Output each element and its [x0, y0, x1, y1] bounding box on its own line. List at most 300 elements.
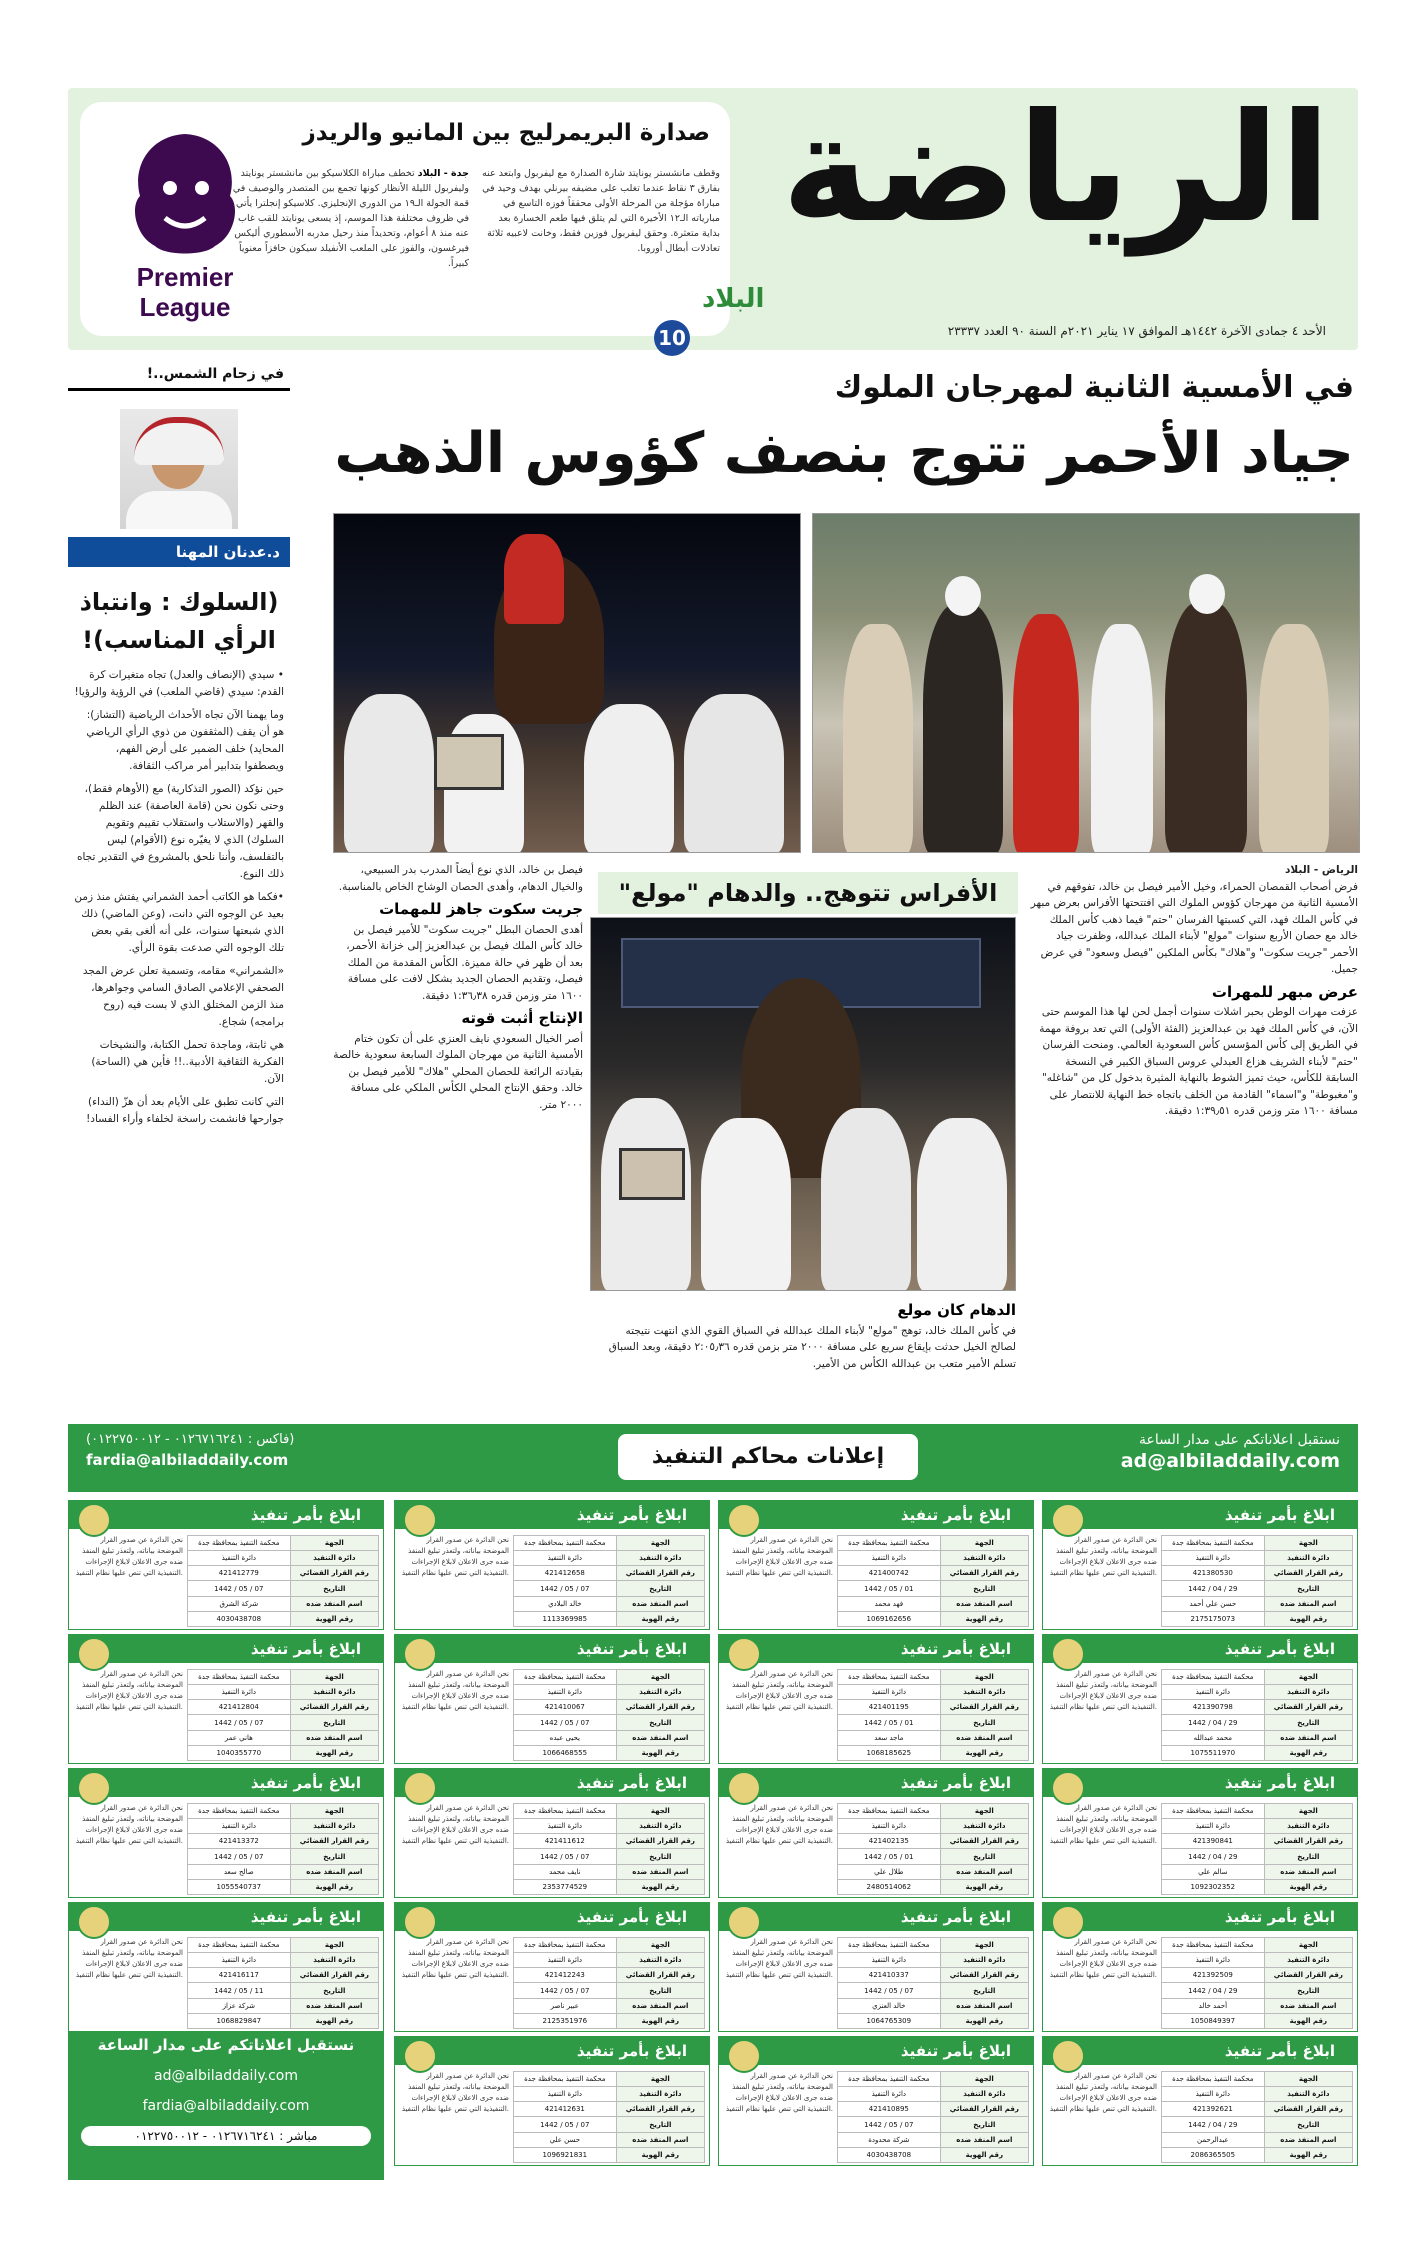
notice-field-label: دائرة التنفيذ — [616, 1819, 704, 1834]
notice-field-label: التاريخ — [1264, 1849, 1352, 1864]
premier-col-1 — [230, 166, 469, 326]
story-column-middle — [598, 1296, 1016, 1396]
court-emblem-icon — [403, 1771, 437, 1805]
notice-field-value: 07 / 05 / 1442 — [188, 1849, 291, 1864]
notice-field-label: دائرة التنفيذ — [940, 1819, 1028, 1834]
notice-field-value: دائرة التنفيذ — [1162, 1551, 1265, 1566]
notice-field-value: 421390798 — [1162, 1700, 1265, 1715]
notice-field-value: دائرة التنفيذ — [838, 1953, 941, 1968]
notice-field-label: دائرة التنفيذ — [1264, 2087, 1352, 2102]
ads-email[interactable]: ad@albiladdaily.com — [1120, 1450, 1340, 1472]
notice-field-label: رقم الهوية — [1264, 1879, 1352, 1894]
notice-text: نحن الدائرة عن صدور القرار الموضحة بياناته، ولتعذر تبليغ المنفذ ضده جرى الاعلان لابلاغ الإجراءات التنفيذية التي تنص عليها نظام التنفيذ. — [401, 1938, 509, 1979]
notice-field-value: محكمة التنفيذ بمحافظة جدة — [188, 1938, 291, 1953]
column-paragraph: حين نؤكد (الصور التذكارية) مع (الأوهام فقط)، وحتى نكون نحن (قامة العاصفة) عند الظلم والقهر (والاستلاب واستقلاب تقييم وتقويم السلوك) الذي لا يغيّره نوع (الأقوام) ليس بالتفلسف، وأننا نلحق بالمشروع في التقدير تجاه ذلك النوع. — [76, 783, 284, 880]
notice-field-label: الجهة — [1264, 1804, 1352, 1819]
notice-field-value: 07 / 05 / 1442 — [188, 1715, 291, 1730]
notice-title: ابلاغ بأمر تنفيذ — [719, 2037, 1033, 2065]
notice-field-value: دائرة التنفيذ — [1162, 1953, 1265, 1968]
column-author: د.عدنان المهنا — [68, 537, 290, 567]
notice-field-label: التاريخ — [940, 1581, 1028, 1596]
notice-field-value: محكمة التنفيذ بمحافظة جدة — [514, 1938, 617, 1953]
notice-field-value: يحيى عبده — [514, 1730, 617, 1745]
notice-field-value: 1068829847 — [188, 2013, 291, 2028]
story-subhead: جريت سكوت جاهز للمهمات — [379, 900, 583, 918]
column-kicker: في زحام الشمس..! — [68, 362, 290, 391]
notice-field-value: 2125351976 — [514, 2013, 617, 2028]
notice-field-value: دائرة التنفيذ — [838, 1819, 941, 1834]
notice-table — [1161, 1803, 1353, 1895]
notice-field-value: محكمة التنفيذ بمحافظة جدة — [1162, 1536, 1265, 1551]
notice-table — [187, 1937, 379, 2029]
brand — [753, 82, 1343, 284]
notice-field-label: رقم القرار القضائي — [1264, 1700, 1352, 1715]
notice-field-label: التاريخ — [616, 1715, 704, 1730]
notice-field-value: 07 / 05 / 1442 — [514, 2117, 617, 2132]
notice-field-value: دائرة التنفيذ — [838, 2087, 941, 2102]
notice-field-label: التاريخ — [940, 2117, 1028, 2132]
notice-field-value: محكمة التنفيذ بمحافظة جدة — [838, 1938, 941, 1953]
court-emblem-icon — [1051, 1905, 1085, 1939]
notice-field-label: رقم الهوية — [616, 2013, 704, 2028]
notice-field-label: التاريخ — [290, 1581, 378, 1596]
notice-field-value: محكمة التنفيذ بمحافظة جدة — [514, 1536, 617, 1551]
notice-title: ابلاغ بأمر تنفيذ — [1043, 2037, 1357, 2065]
column-paragraph: هي ثابتة، وماجدة تحمل الكتابة، والنشيخات الفكرية الثقافية الأدبية..!! فأين هي (الساحة) الآن. — [91, 1039, 284, 1085]
notice-title: ابلاغ بأمر تنفيذ — [69, 1501, 383, 1529]
notice-field-value: 4030438708 — [838, 2147, 941, 2162]
ads-grid — [68, 1500, 1358, 2180]
notice-field-value: 07 / 05 / 1442 — [514, 1581, 617, 1596]
masthead — [68, 82, 1358, 350]
notice-text: نحن الدائرة عن صدور القرار الموضحة بياناته، ولتعذر تبليغ المنفذ ضده جرى الاعلان لابلاغ الإجراءات التنفيذية التي تنص عليها نظام التنفيذ. — [725, 1536, 833, 1577]
story-subhead: عرض مبهر للمهرات — [1211, 982, 1358, 1001]
notice-field-value: 421412243 — [514, 1968, 617, 1983]
notice-field-value: دائرة التنفيذ — [514, 1551, 617, 1566]
premier-league-word-2: League — [139, 292, 231, 322]
ads-section-title: إعلانات محاكم التنفيذ — [618, 1434, 918, 1480]
notice-field-value: 421400742 — [838, 1566, 941, 1581]
notice-field-label: الجهة — [940, 1536, 1028, 1551]
notice-field-label: دائرة التنفيذ — [616, 1551, 704, 1566]
court-emblem-icon — [727, 1503, 761, 1537]
premier-headline: صدارة البريمرليج بين المانيو والريدز — [302, 120, 710, 146]
court-notice — [394, 2036, 710, 2166]
story-paragraph: فيصل بن خالد، الذي نوع أيضاً المدرب بدر السبيعي، والخيال الدهام، وأهدى الحصان الوشاح الخاص بالمناسبة. — [338, 864, 583, 893]
notice-field-label: دائرة التنفيذ — [1264, 1551, 1352, 1566]
notice-field-label: رقم الهوية — [290, 2013, 378, 2028]
notice-field-label: الجهة — [616, 1536, 704, 1551]
notice-text: نحن الدائرة عن صدور القرار الموضحة بياناته، ولتعذر تبليغ المنفذ ضده جرى الاعلان لابلاغ الإجراءات التنفيذية التي تنص عليها نظام التنفيذ. — [401, 1670, 509, 1711]
notice-table — [837, 1937, 1029, 2029]
notice-field-label: دائرة التنفيذ — [290, 1551, 378, 1566]
story-kicker: في الأمسية الثانية لمهرجان الملوك — [834, 370, 1354, 405]
notice-field-value: 421390841 — [1162, 1834, 1265, 1849]
notice-field-label: الجهة — [940, 2072, 1028, 2087]
notice-field-value: أحمد خالد — [1162, 1998, 1265, 2013]
ads-footer-email-2[interactable]: fardia@albiladdaily.com — [142, 2098, 310, 2114]
notice-field-value: 421413372 — [188, 1834, 291, 1849]
court-notice — [1042, 2036, 1358, 2166]
notice-table — [513, 1669, 705, 1761]
court-notice — [1042, 1634, 1358, 1764]
notice-field-value: 1092302352 — [1162, 1879, 1265, 1894]
notice-field-value: 01 / 05 / 1442 — [838, 1715, 941, 1730]
race-winner-photo — [590, 917, 1016, 1291]
notice-table — [837, 2071, 1029, 2163]
court-emblem-icon — [77, 1771, 111, 1805]
notice-field-label: رقم الهوية — [616, 1611, 704, 1626]
notice-field-value: 01 / 05 / 1442 — [838, 1849, 941, 1864]
notice-field-label: اسم المنفذ ضده — [940, 1998, 1028, 2013]
story-paragraph: في كأس الملك خالد، توهج "مولع" لأبناء الملك عبدالله في السباق القوي الذي انتهت نتيجته لصالح الخيل حدثت بإيقاع سريع على مسافة ٢٠٠٠ متر بزمن قدره ٢:٠٥٫٣٦ دقيقة، وبعد السباق تسلم الأمير متعب بن عبدالله الكأس من الأمير. — [608, 1324, 1016, 1370]
premier-byline: جدة - البلاد — [417, 168, 469, 179]
notice-field-label: دائرة التنفيذ — [1264, 1685, 1352, 1700]
notice-text: نحن الدائرة عن صدور القرار الموضحة بياناته، ولتعذر تبليغ المنفذ ضده جرى الاعلان لابلاغ الإجراءات التنفيذية التي تنص عليها نظام التنفيذ. — [725, 1804, 833, 1845]
notice-field-label: رقم القرار القضائي — [616, 1968, 704, 1983]
notice-field-label: رقم القرار القضائي — [940, 2102, 1028, 2117]
notice-field-label: رقم القرار القضائي — [616, 1700, 704, 1715]
notice-field-value: 11 / 05 / 1442 — [188, 1983, 291, 1998]
notice-field-label: رقم الهوية — [290, 1745, 378, 1760]
court-emblem-icon — [77, 1503, 111, 1537]
notice-field-label: رقم القرار القضائي — [616, 2102, 704, 2117]
notice-field-value: 07 / 05 / 1442 — [838, 1983, 941, 1998]
notice-field-value: محكمة التنفيذ بمحافظة جدة — [838, 1804, 941, 1819]
notice-text: نحن الدائرة عن صدور القرار الموضحة بياناته، ولتعذر تبليغ المنفذ ضده جرى الاعلان لابلاغ الإجراءات التنفيذية التي تنص عليها نظام التنفيذ. — [75, 1670, 183, 1711]
notice-text: نحن الدائرة عن صدور القرار الموضحة بياناته، ولتعذر تبليغ المنفذ ضده جرى الاعلان لابلاغ الإجراءات التنفيذية التي تنص عليها نظام التنفيذ. — [1049, 1670, 1157, 1711]
notice-field-label: رقم القرار القضائي — [290, 1834, 378, 1849]
notice-field-value: محكمة التنفيذ بمحافظة جدة — [1162, 1938, 1265, 1953]
notice-field-value: حسن علي — [514, 2132, 617, 2147]
notice-field-label: دائرة التنفيذ — [616, 1685, 704, 1700]
notice-field-label: رقم الهوية — [940, 1745, 1028, 1760]
notice-field-label: دائرة التنفيذ — [616, 1953, 704, 1968]
notice-field-value: 2353774529 — [514, 1879, 617, 1894]
notice-field-label: رقم القرار القضائي — [940, 1968, 1028, 1983]
notice-field-label: اسم المنفذ ضده — [940, 2132, 1028, 2147]
ads-fax-email[interactable]: fardia@albiladdaily.com — [86, 1451, 289, 1469]
notice-field-value: محكمة التنفيذ بمحافظة جدة — [188, 1536, 291, 1551]
notice-field-value: خالد العنزي — [838, 1998, 941, 2013]
notice-field-label: التاريخ — [940, 1983, 1028, 1998]
notice-field-label: دائرة التنفيذ — [290, 1819, 378, 1834]
notice-field-label: اسم المنفذ ضده — [616, 1864, 704, 1879]
ads-contact — [1121, 1432, 1340, 1472]
notice-title: ابلاغ بأمر تنفيذ — [395, 1903, 709, 1931]
notice-field-value: 29 / 04 / 1442 — [1162, 1581, 1265, 1596]
notice-field-value: 29 / 04 / 1442 — [1162, 1715, 1265, 1730]
notice-field-value: شركة عزاز — [188, 1998, 291, 2013]
notice-field-label: التاريخ — [616, 2117, 704, 2132]
court-emblem-icon — [1051, 1637, 1085, 1671]
court-notice — [1042, 1500, 1358, 1630]
notice-field-value: شركة محدودة — [838, 2132, 941, 2147]
notice-field-value: محكمة التنفيذ بمحافظة جدة — [188, 1670, 291, 1685]
notice-field-value: 1113369985 — [514, 1611, 617, 1626]
notice-field-label: الجهة — [290, 1938, 378, 1953]
story-paragraph: أصر الخيال السعودي نايف العنزي على أن تكون ختام الأمسية الثانية من مهرجان الملوك السابعة سعودية خالصة بقيادته الرائعة للحصان المحلي "هلاك" للأمير فيصل بن خالد. وحقق الإنتاج المحلي الكأس الملكي على مسافة ٢٠٠٠ متر. — [333, 1032, 583, 1111]
notice-field-value: محكمة التنفيذ بمحافظة جدة — [1162, 1670, 1265, 1685]
notice-field-value: صالح سعد — [188, 1864, 291, 1879]
notice-field-label: دائرة التنفيذ — [1264, 1953, 1352, 1968]
notice-field-label: اسم المنفذ ضده — [290, 1730, 378, 1745]
notice-field-value: 01 / 05 / 1442 — [838, 1581, 941, 1596]
notice-text: نحن الدائرة عن صدور القرار الموضحة بياناته، ولتعذر تبليغ المنفذ ضده جرى الاعلان لابلاغ الإجراءات التنفيذية التي تنص عليها نظام التنفيذ. — [75, 1804, 183, 1845]
premier-league-box — [80, 102, 730, 336]
notice-text: نحن الدائرة عن صدور القرار الموضحة بياناته، ولتعذر تبليغ المنفذ ضده جرى الاعلان لابلاغ الإجراءات التنفيذية التي تنص عليها نظام التنفيذ. — [1049, 1938, 1157, 1979]
notice-field-label: رقم الهوية — [616, 2147, 704, 2162]
court-notice — [394, 1500, 710, 1630]
story-subhead: الدهام كان مولع — [897, 1301, 1016, 1319]
notice-field-label: رقم الهوية — [1264, 2147, 1352, 2162]
notice-field-label: الجهة — [616, 1804, 704, 1819]
court-emblem-icon — [727, 1905, 761, 1939]
notice-field-label: رقم الهوية — [940, 2147, 1028, 2162]
column-headline: (السلوك : وانتباذ الرأي المناسب)! — [79, 588, 279, 654]
notice-text: نحن الدائرة عن صدور القرار الموضحة بياناته، ولتعذر تبليغ المنفذ ضده جرى الاعلان لابلاغ الإجراءات التنفيذية التي تنص عليها نظام التنفيذ. — [401, 1804, 509, 1845]
court-notice — [68, 1768, 384, 1898]
notice-field-label: رقم الهوية — [940, 2013, 1028, 2028]
story-paragraph: أهدى الحصان البطل "جريت سكوت" للأمير فيصل بن خالد كأس الملك فيصل بن عبدالعزيز إلى خزانة الأحمر، بعد أن ظهر في حالة مميزة. الكأس المقدمة من الملك فيصل، وتقديم الحصان الجديد بشكل لافت على مسافة ١٦٠٠ متر وزمن قدره ١:٣٦٫٣٨ دقيقة. — [346, 923, 583, 1002]
notice-title: ابلاغ بأمر تنفيذ — [395, 1501, 709, 1529]
notice-field-label: اسم المنفذ ضده — [616, 1730, 704, 1745]
notice-field-value: عبير ناصر — [514, 1998, 617, 2013]
notice-text: نحن الدائرة عن صدور القرار الموضحة بياناته، ولتعذر تبليغ المنفذ ضده جرى الاعلان لابلاغ الإجراءات التنفيذية التي تنص عليها نظام التنفيذ. — [1049, 1804, 1157, 1845]
story-subhead: الإنتاج أثبت قوته — [461, 1009, 583, 1027]
notice-text: نحن الدائرة عن صدور القرار الموضحة بياناته، ولتعذر تبليغ المنفذ ضده جرى الاعلان لابلاغ الإجراءات التنفيذية التي تنص عليها نظام التنفيذ. — [725, 2072, 833, 2113]
notice-field-label: رقم الهوية — [290, 1879, 378, 1894]
notice-field-value: دائرة التنفيذ — [514, 1685, 617, 1700]
notice-field-label: الجهة — [290, 1670, 378, 1685]
notice-field-value: 1050849397 — [1162, 2013, 1265, 2028]
court-notice — [718, 1768, 1034, 1898]
notice-field-value: 2086365505 — [1162, 2147, 1265, 2162]
notice-field-value: 1069162656 — [838, 1611, 941, 1626]
story-paragraph: فرض أصحاب القمصان الحمراء، وخيل الأمير فيصل بن خالد، تفوقهم في الأمسية الثانية من مهرجان كؤوس الملوك التي افتتحتها الأفراس بعرض مبهر في كأس الملك فهد، التي كسبتها الفرسان "حتم" فيما ذهب كأس الملك خالد مع حصان الأربع سنوات "مولع" لأبناء الملك عبدالله، وظفرت جياد الأحمر "جريت سكوت" و"هلاك" بكأس الملكين "فيصل وسعود" في عرض جميل. — [1030, 880, 1358, 975]
notice-field-label: اسم المنفذ ضده — [290, 1998, 378, 2013]
court-notice — [718, 2036, 1034, 2166]
notice-field-value: 07 / 05 / 1442 — [514, 1849, 617, 1864]
notice-field-value: محكمة التنفيذ بمحافظة جدة — [188, 1804, 291, 1819]
notice-field-value: دائرة التنفيذ — [1162, 1819, 1265, 1834]
notice-field-label: التاريخ — [1264, 2117, 1352, 2132]
notice-field-label: اسم المنفذ ضده — [1264, 2132, 1352, 2147]
notice-text: نحن الدائرة عن صدور القرار الموضحة بياناته، ولتعذر تبليغ المنفذ ضده جرى الاعلان لابلاغ الإجراءات التنفيذية التي تنص عليها نظام التنفيذ. — [1049, 2072, 1157, 2113]
notice-title: ابلاغ بأمر تنفيذ — [69, 1635, 383, 1663]
notice-field-label: دائرة التنفيذ — [290, 1953, 378, 1968]
notice-field-label: الجهة — [1264, 1938, 1352, 1953]
notice-table — [513, 2071, 705, 2163]
notice-field-label: رقم القرار القضائي — [290, 1968, 378, 1983]
notice-field-value: طلال علي — [838, 1864, 941, 1879]
court-emblem-icon — [403, 2039, 437, 2073]
court-notice — [68, 1902, 384, 2032]
notice-field-value: محكمة التنفيذ بمحافظة جدة — [838, 1670, 941, 1685]
notice-field-label: رقم القرار القضائي — [290, 1566, 378, 1581]
notice-field-value: ماجد سعد — [838, 1730, 941, 1745]
notice-field-label: الجهة — [1264, 1670, 1352, 1685]
notice-field-label: رقم الهوية — [940, 1611, 1028, 1626]
court-emblem-icon — [727, 1771, 761, 1805]
dateline: الأحد ٤ جمادى الآخرة ١٤٤٢هـ الموافق ١٧ يناير ٢٠٢١م السنة ٩٠ العدد ٢٣٣٣٧ — [947, 324, 1326, 338]
column-paragraph: «الشمراني» مقامه، وتسمية تعلن عرض المجد الصحفي الإعلامي الصادق السامي وجواهرها، منذ الزمن المختلق الذي لا بست فيه (روح برامجه) شجاع. — [82, 965, 284, 1028]
notice-field-value: 421412631 — [514, 2102, 617, 2117]
notice-field-value: 1075511970 — [1162, 1745, 1265, 1760]
notice-field-label: اسم المنفذ ضده — [1264, 1864, 1352, 1879]
ads-fax-number: (فاكس : ٠١٢٦٧١٦٢٤١ - ٠١٢٢٧٥٠٠١٢) — [86, 1432, 295, 1447]
notice-field-label: التاريخ — [616, 1849, 704, 1864]
notice-field-label: رقم القرار القضائي — [940, 1834, 1028, 1849]
notice-text: نحن الدائرة عن صدور القرار الموضحة بياناته، ولتعذر تبليغ المنفذ ضده جرى الاعلان لابلاغ الإجراءات التنفيذية التي تنص عليها نظام التنفيذ. — [725, 1938, 833, 1979]
notice-field-label: التاريخ — [940, 1715, 1028, 1730]
notice-table — [187, 1669, 379, 1761]
notice-field-label: دائرة التنفيذ — [290, 1685, 378, 1700]
notice-title: ابلاغ بأمر تنفيذ — [719, 1635, 1033, 1663]
notice-field-label: دائرة التنفيذ — [940, 2087, 1028, 2102]
notice-field-label: دائرة التنفيذ — [616, 2087, 704, 2102]
notice-field-value: 421412779 — [188, 1566, 291, 1581]
notice-field-value: 29 / 04 / 1442 — [1162, 2117, 1265, 2132]
court-notice — [1042, 1902, 1358, 2032]
story-headline: جياد الأحمر تتوج بنصف كؤوس الذهب — [334, 421, 1354, 486]
notice-table — [1161, 1535, 1353, 1627]
notice-table — [513, 1535, 705, 1627]
notice-table — [1161, 1937, 1353, 2029]
ads-contact-label: نستقبل اعلاناتكم على مدار الساعة — [1139, 1432, 1340, 1448]
notice-field-label: اسم المنفذ ضده — [1264, 1998, 1352, 2013]
notice-field-label: اسم المنفذ ضده — [940, 1596, 1028, 1611]
notice-field-value: سالم علي — [1162, 1864, 1265, 1879]
ads-banner — [68, 1424, 1358, 1492]
page-number-badge: 10 — [654, 320, 690, 356]
ceremony-photo — [812, 513, 1360, 853]
story-paragraph: عزفت مهرات الوطن بحبر اشلات سنوات أجمل لحن لها هذا الموسم حتى الآن، في كأس الملك فهد بن عبدالعزيز (الفئة الأولى) التي تعد بروفة مهمة في الطريق إلى كأس المؤسس كأس السعودية العالمي. ومنحت الفرسان "حتم" لأبناء الشريف هزاع العبدلي عروس السباق الكبير في النسخة السابقة للكأس، حيث تميز الشوط بالنهاية المثيرة بدخول كل من "شاغله" و"مغبوطة" و"اسماء" القادمة من الخلف باتجاه خط النهاية للانتصار على مسافة ١٦٠٠ متر وزمن قدره ١:٣٩٫٥١ دقيقة. — [1039, 1006, 1358, 1117]
notice-field-label: الجهة — [940, 1670, 1028, 1685]
notice-text: نحن الدائرة عن صدور القرار الموضحة بياناته، ولتعذر تبليغ المنفذ ضده جرى الاعلان لابلاغ الإجراءات التنفيذية التي تنص عليها نظام التنفيذ. — [1049, 1536, 1157, 1577]
court-notice — [394, 1902, 710, 2032]
notice-table — [1161, 1669, 1353, 1761]
notice-table — [837, 1669, 1029, 1761]
court-emblem-icon — [403, 1637, 437, 1671]
notice-field-value: 4030438708 — [188, 1611, 291, 1626]
ads-footer-email-1[interactable]: ad@albiladdaily.com — [154, 2068, 298, 2084]
notice-field-label: التاريخ — [290, 1849, 378, 1864]
trophy-celebration-photo — [333, 513, 801, 853]
notice-field-label: الجهة — [940, 1804, 1028, 1819]
notice-field-value: 1055540737 — [188, 1879, 291, 1894]
notice-field-label: رقم الهوية — [616, 1745, 704, 1760]
notice-field-label: اسم المنفذ ضده — [940, 1864, 1028, 1879]
story-byline: الرياض - البلاد — [1285, 864, 1358, 876]
story-column-left — [333, 862, 583, 1402]
notice-field-value: خالد البلادي — [514, 1596, 617, 1611]
notice-field-value: 421401195 — [838, 1700, 941, 1715]
notice-field-value: دائرة التنفيذ — [188, 1685, 291, 1700]
court-emblem-icon — [403, 1503, 437, 1537]
court-notice — [718, 1634, 1034, 1764]
notice-field-value: 07 / 05 / 1442 — [514, 1983, 617, 1998]
notice-field-value: 421416117 — [188, 1968, 291, 1983]
notice-field-value: دائرة التنفيذ — [838, 1551, 941, 1566]
notice-field-label: اسم المنفذ ضده — [1264, 1596, 1352, 1611]
court-emblem-icon — [727, 1637, 761, 1671]
notice-field-value: دائرة التنفيذ — [514, 1819, 617, 1834]
notice-field-value: 2175175073 — [1162, 1611, 1265, 1626]
notice-field-value: محكمة التنفيذ بمحافظة جدة — [514, 1670, 617, 1685]
notice-field-value: 1068185625 — [838, 1745, 941, 1760]
notice-text: نحن الدائرة عن صدور القرار الموضحة بياناته، ولتعذر تبليغ المنفذ ضده جرى الاعلان لابلاغ الإجراءات التنفيذية التي تنص عليها نظام التنفيذ. — [725, 1670, 833, 1711]
notice-field-label: رقم الهوية — [1264, 2013, 1352, 2028]
notice-field-label: الجهة — [1264, 2072, 1352, 2087]
notice-field-label: رقم الهوية — [1264, 1745, 1352, 1760]
notice-field-label: التاريخ — [290, 1715, 378, 1730]
notice-title: ابلاغ بأمر تنفيذ — [69, 1769, 383, 1797]
notice-table — [187, 1803, 379, 1895]
notice-field-value: دائرة التنفيذ — [514, 2087, 617, 2102]
notice-field-label: اسم المنفذ ضده — [616, 2132, 704, 2147]
notice-field-label: الجهة — [290, 1804, 378, 1819]
premier-league-word-1: Premier — [136, 262, 234, 292]
notice-field-value: 07 / 05 / 1442 — [838, 2117, 941, 2132]
notice-field-label: دائرة التنفيذ — [940, 1953, 1028, 1968]
premier-col-1-text: تخطف مباراة الكلاسيكو بين مانشستر يونايتد وليفربول الليلة الأنظار كونها تجمع بين المتصدر والوصيف في قمة الجولة الـ١٩ من الدوري الإنجليزي. كلاسيكو إنجلترا يأتي في ظروف مختلفة هذا الموسم، إذ يسعى يونايتد للقب غاب عنه منذ ٨ أعوام، وتحديداً منذ رحيل مدربه الأسطوري أليكس فيرغسون، والفوز على الملعب الأنفيلد سيكون حافزاً معنوياً كبيراً. — [232, 168, 469, 269]
notice-field-value: دائرة التنفيذ — [188, 1819, 291, 1834]
notice-field-label: رقم القرار القضائي — [290, 1700, 378, 1715]
notice-title: ابلاغ بأمر تنفيذ — [1043, 1501, 1357, 1529]
notice-table — [513, 1803, 705, 1895]
ads-footer-phone: مباشر : ٠١٢٦٧١٦٢٤١ - ٠١٢٢٧٥٠٠١٢ — [81, 2126, 371, 2146]
column-body — [68, 659, 290, 1128]
court-emblem-icon — [727, 2039, 761, 2073]
ads-footer — [68, 2028, 384, 2180]
notice-field-value: 07 / 05 / 1442 — [188, 1581, 291, 1596]
notice-field-value: 29 / 04 / 1442 — [1162, 1983, 1265, 1998]
notice-field-value: دائرة التنفيذ — [188, 1551, 291, 1566]
notice-field-label: رقم القرار القضائي — [1264, 1566, 1352, 1581]
notice-title: ابلاغ بأمر تنفيذ — [69, 1903, 383, 1931]
notice-title: ابلاغ بأمر تنفيذ — [395, 2037, 709, 2065]
notice-field-value: عبدالرحمن — [1162, 2132, 1265, 2147]
notice-field-value: محكمة التنفيذ بمحافظة جدة — [838, 1536, 941, 1551]
notice-table — [513, 1937, 705, 2029]
notice-field-label: الجهة — [616, 1938, 704, 1953]
ads-footer-title: نستقبل اعلاناتكم على مدار الساعة — [97, 2036, 355, 2054]
notice-table — [1161, 2071, 1353, 2163]
notice-field-value: 421411612 — [514, 1834, 617, 1849]
notice-field-label: التاريخ — [1264, 1581, 1352, 1596]
notice-field-value: حسن علي أحمد — [1162, 1596, 1265, 1611]
notice-field-label: التاريخ — [616, 1983, 704, 1998]
court-emblem-icon — [1051, 1503, 1085, 1537]
notice-title: ابلاغ بأمر تنفيذ — [719, 1501, 1033, 1529]
notice-field-value: 421410337 — [838, 1968, 941, 1983]
notice-field-label: رقم الهوية — [616, 1879, 704, 1894]
notice-field-value: 421380530 — [1162, 1566, 1265, 1581]
notice-field-label: الجهة — [616, 2072, 704, 2087]
court-emblem-icon — [77, 1637, 111, 1671]
ads-fax — [86, 1432, 294, 1469]
court-notice — [394, 1768, 710, 1898]
opinion-column — [68, 362, 290, 1394]
notice-table — [837, 1803, 1029, 1895]
notice-text: نحن الدائرة عن صدور القرار الموضحة بياناته، ولتعذر تبليغ المنفذ ضده جرى الاعلان لابلاغ الإجراءات التنفيذية التي تنص عليها نظام التنفيذ. — [401, 1536, 509, 1577]
notice-field-label: رقم القرار القضائي — [940, 1566, 1028, 1581]
column-paragraph: وما يهمنا الآن تجاه الأحداث الرياضية (التشاز): هو أن يقف (المثقفون من ذوي الرأي الرياضي المحايد) خلف الضمير على أرض الفهم، ويصطفوا بتدابير أمر مراكب الثقافة. — [86, 709, 284, 772]
notice-field-value: نايف محمد — [514, 1864, 617, 1879]
notice-field-label: رقم الهوية — [290, 1611, 378, 1626]
notice-field-value: محمد عبدالله — [1162, 1730, 1265, 1745]
